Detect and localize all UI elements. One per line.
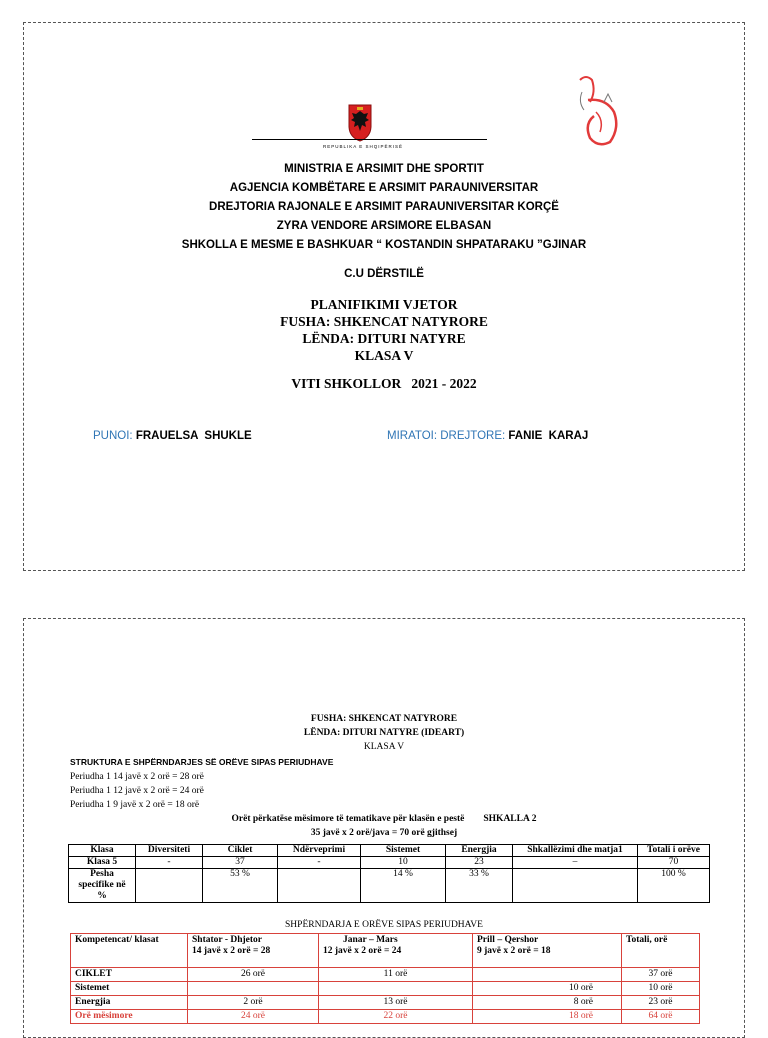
table-row [71, 996, 700, 1010]
table-cell: Sistemet [71, 982, 188, 996]
distribution-title: SHPËRNDARJA E ORËVE SIPAS PERIUDHAVE [285, 920, 483, 930]
header-line: Totali, orë [626, 935, 668, 945]
table-header: Klasa [69, 845, 136, 857]
period-line: Periudha 1 9 javë x 2 orë = 18 orë [70, 800, 200, 810]
table-header: Totali i orëve [638, 845, 710, 857]
table-cell: Pesha specifike në % [69, 869, 136, 903]
table-cell: 23 orë [622, 996, 700, 1010]
table-cell: 22 orë [319, 1010, 473, 1024]
author-label: PUNOI: [93, 430, 133, 442]
table-cell: 37 [203, 857, 278, 869]
table-cell: 10 orë [622, 982, 700, 996]
table-row [71, 968, 700, 982]
table-header [622, 934, 700, 968]
structure-title: STRUKTURA E SHPËRNDARJES SË ORËVE SIPAS PERIUDHAVE [70, 757, 334, 767]
field-title: FUSHA: SHKENCAT NATYRORE [280, 314, 488, 329]
table-cell: 64 orë [622, 1010, 700, 1024]
table-cell [473, 968, 622, 982]
table-cell: Orë mësimore [71, 1010, 188, 1024]
school-name: SHKOLLA E MESME E BASHKUAR “ KOSTANDIN SHPATARAKU ”GJINAR [181, 239, 587, 251]
table-cell: 11 orë [319, 968, 473, 982]
table-cell: 8 orë [473, 996, 622, 1010]
table-cell: CIKLET [71, 968, 188, 982]
header-line: Kompetencat/ klasat [75, 935, 159, 945]
table-cell: 33 % [446, 869, 513, 903]
table-cell: 14 % [361, 869, 446, 903]
table-header [319, 934, 473, 968]
period-distribution-table [70, 933, 700, 1024]
table-row [71, 982, 700, 996]
hours-title: Orët përkatëse mësimore të tematikave për klasën e pestë SHKALLA 2 [231, 814, 537, 824]
table-header [473, 934, 622, 968]
table-header: Energjia [446, 845, 513, 857]
table-header [71, 934, 188, 968]
approver-line [387, 430, 588, 442]
table-cell: 10 [361, 857, 446, 869]
table-cell: 24 orë [188, 1010, 319, 1024]
class-heading: KLASA V [363, 742, 405, 752]
class-title: KLASA V [354, 348, 414, 363]
period-line: Periudha 1 12 javë x 2 orë = 24 orë [70, 786, 204, 796]
hours-subtitle: 35 javë x 2 orë/java = 70 orë gjithsej [310, 828, 458, 838]
table-cell [513, 869, 638, 903]
header-line: 14 javë x 2 orë = 28 [192, 946, 271, 956]
table-cell: 10 orë [473, 982, 622, 996]
table-cell [136, 869, 203, 903]
table-cell: 2 orë [188, 996, 319, 1010]
table-cell: 37 orë [622, 968, 700, 982]
cu-name: C.U DËRSTILË [344, 268, 424, 280]
table-cell: 13 orë [319, 996, 473, 1010]
thematic-hours-table [68, 844, 710, 903]
table-row [71, 1010, 700, 1024]
table-cell [188, 982, 319, 996]
school-logo-icon [574, 72, 622, 148]
approver-label: MIRATOI: DREJTORE: [387, 430, 506, 442]
header-line: Janar – Mars [343, 935, 398, 945]
table-cell: - [136, 857, 203, 869]
table-cell: 100 % [638, 869, 710, 903]
coat-of-arms-icon [348, 104, 372, 142]
table-header: Shkallëzimi dhe matja1 [513, 845, 638, 857]
table-cell: 70 [638, 857, 710, 869]
table-cell: – [513, 857, 638, 869]
institution-line: AGJENCIA KOMBËTARE E ARSIMIT PARAUNIVERSITAR [229, 182, 539, 194]
institution-line: DREJTORIA RAJONALE E ARSIMIT PARAUNIVERSITAR KORÇË [209, 201, 559, 213]
approver-name: FANIE KARAJ [508, 430, 589, 442]
table-header: Diversiteti [136, 845, 203, 857]
table-cell: 18 orë [473, 1010, 622, 1024]
subject-title: LËNDA: DITURI NATYRE [302, 331, 466, 346]
field-heading: FUSHA: SHKENCAT NATYRORE [310, 714, 458, 724]
table-cell [319, 982, 473, 996]
table-cell: - [278, 857, 361, 869]
table-cell: 23 [446, 857, 513, 869]
header-line: Prill – Qershor [477, 935, 539, 945]
republic-label: REPUBLIKA E SHQIPËRISË [322, 144, 404, 149]
emblem-rule [252, 139, 487, 140]
table-header: Ndërveprimi [278, 845, 361, 857]
plan-title: PLANIFIKIMI VJETOR [310, 297, 458, 312]
table-row [69, 857, 710, 869]
header-line: 9 javë x 2 orë = 18 [477, 946, 551, 956]
header-line: 12 javë x 2 orë = 24 [323, 946, 402, 956]
subject-heading: LËNDA: DITURI NATYRE (IDEART) [303, 728, 465, 738]
table-header: Sistemet [361, 845, 446, 857]
table-cell: 53 % [203, 869, 278, 903]
table-header: Ciklet [203, 845, 278, 857]
table-cell: Energjia [71, 996, 188, 1010]
author-line [93, 430, 252, 442]
table-header [188, 934, 319, 968]
institution-line: MINISTRIA E ARSIMIT DHE SPORTIT [284, 163, 484, 175]
table-cell: 26 orë [188, 968, 319, 982]
school-year: VITI SHKOLLOR 2021 - 2022 [291, 376, 477, 391]
period-line: Periudha 1 14 javë x 2 orë = 28 orë [70, 772, 204, 782]
author-name: FRAUELSA SHUKLE [135, 430, 252, 442]
institution-line: ZYRA VENDORE ARSIMORE ELBASAN [276, 220, 492, 232]
table-cell [278, 869, 361, 903]
table-cell: Klasa 5 [69, 857, 136, 869]
table-row [69, 869, 710, 903]
header-line: Shtator - Dhjetor [192, 935, 263, 945]
